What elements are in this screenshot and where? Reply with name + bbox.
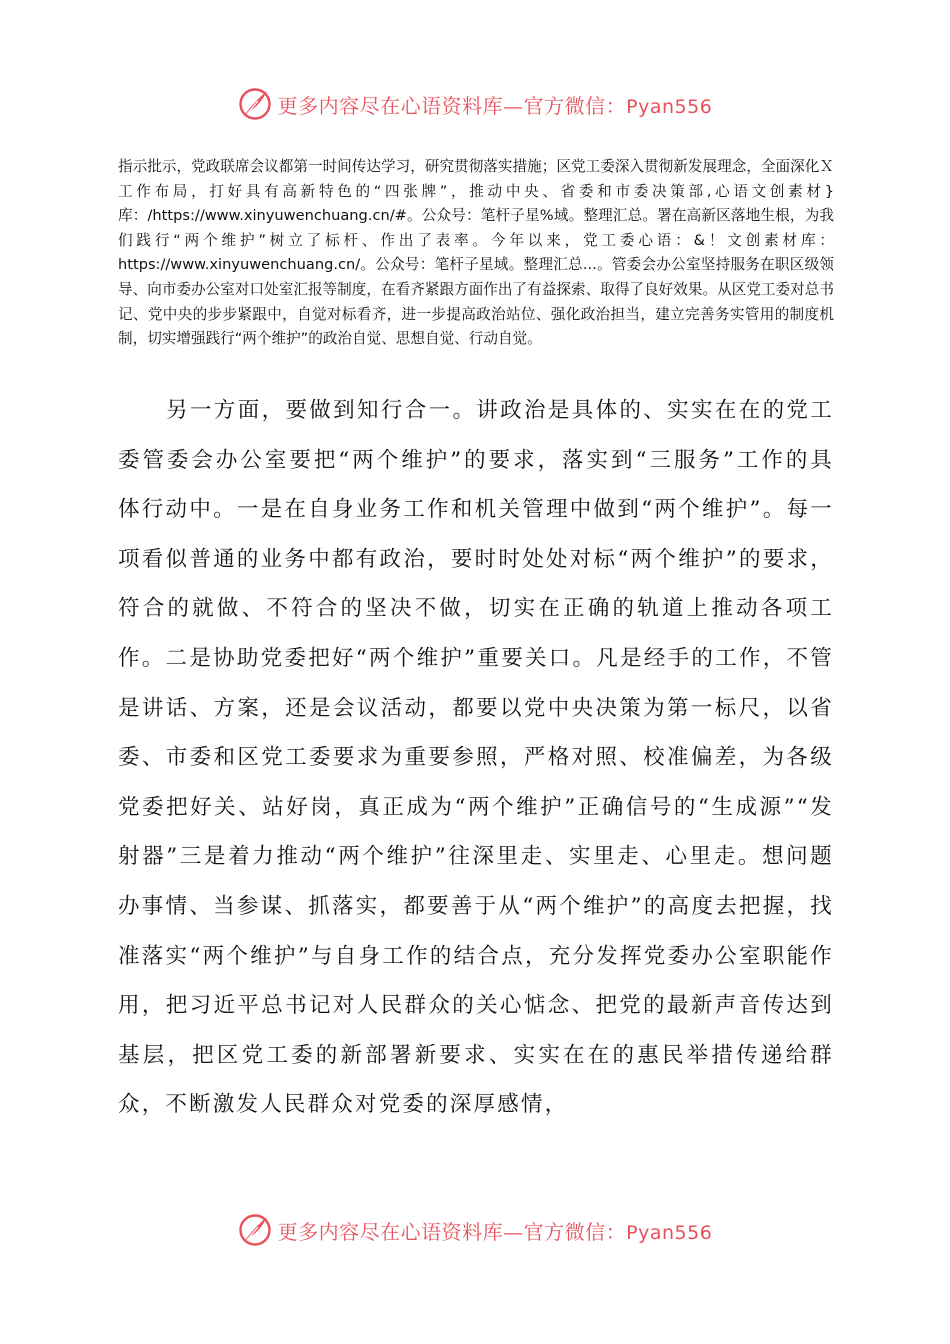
banner-slogan: 更多内容尽在心语资料库—官方微信： (277, 93, 627, 118)
main-paragraph-text: 另一方面，要做到知行合一。讲政治是具体的、实实在在的党工委管委会办公室要把“两个维护”的要求，落实到“三服务”工作的具体行动中。一是在自身业务工作和机关管理中做到“两个维护”。每一项看似普通的业务中都有政治，要时时处处对标“两个维护”的要求，符合的就做、不符合的坚决不做，切实在正确的轨道上推动各项工作。二是协助党委把好“两个维护”重要关口。凡是经手的工作，不管是讲话、方案，还是会议活动，都要以党中央决策为第一标尺，以省委、市委和区党工委要求为重要参照，严格对照、校准偏差，为各级党委把好关、站好岗，真正成为“两个维护”正确信号的“生成源”“发射器”三是着力推动“两个维护”往深里走、实里走、心里走。想问题办事情、当参谋、抓落实，都要善于从“两个维护”的高度去把握，找准落实“两个维护”与自身工作的结合点，充分发挥党委办公室职能作用，把习近平总书记对人民群众的关心惦念、把党的最新声音传达到基层，把区党工委的新部署新要求、实实在在的惠民举措传递给群众，不断激发人民群众对党委的深厚感情， (118, 398, 834, 1118)
wechat-id: Pyan556 (626, 95, 713, 118)
banner-slogan: 更多内容尽在心语资料库—官方微信： (277, 1219, 627, 1244)
banner-text (278, 90, 713, 119)
header-banner (0, 84, 950, 124)
banner-text (278, 1216, 713, 1245)
quill-pen-logo-icon (238, 1213, 272, 1247)
footer-banner (0, 1210, 950, 1250)
wechat-id: Pyan556 (626, 1221, 713, 1244)
main-paragraph (118, 386, 834, 1130)
quill-pen-logo-icon (238, 87, 272, 121)
quoted-paragraph: 指示批示，党政联席会议都第一时间传达学习，研究贯彻落实措施；区党工委深入贯彻新发展理念，全面深化Ｘ工作布局，打好具有高新特色的“四张牌”，推动中央、省委和市委决策部,心语文创素材}库：/https://www.xinyuwenchuang.cn/#。公众号：笔杆子星%域。整理汇总。署在高新区落地生根，为我们践行“两个维护”树立了标杆、作出了表率。今年以来，党工委心语：&！文创素材库：https://www.xinyuwenchuang.cn/。公众号：笔杆子星域。整理汇总...。管委会办公室坚持服务在职区级领导、向市委办公室对口处室汇报等制度，在看齐紧跟方面作出了有益探索、取得了良好效果。从区党工委对总书记、党中央的步步紧跟中，自觉对标看齐，进一步提高政治站位、强化政治担当，建立完善务实管用的制度机制，切实增强践行“两个维护”的政治自觉、思想自觉、行动自觉。 (118, 158, 834, 348)
